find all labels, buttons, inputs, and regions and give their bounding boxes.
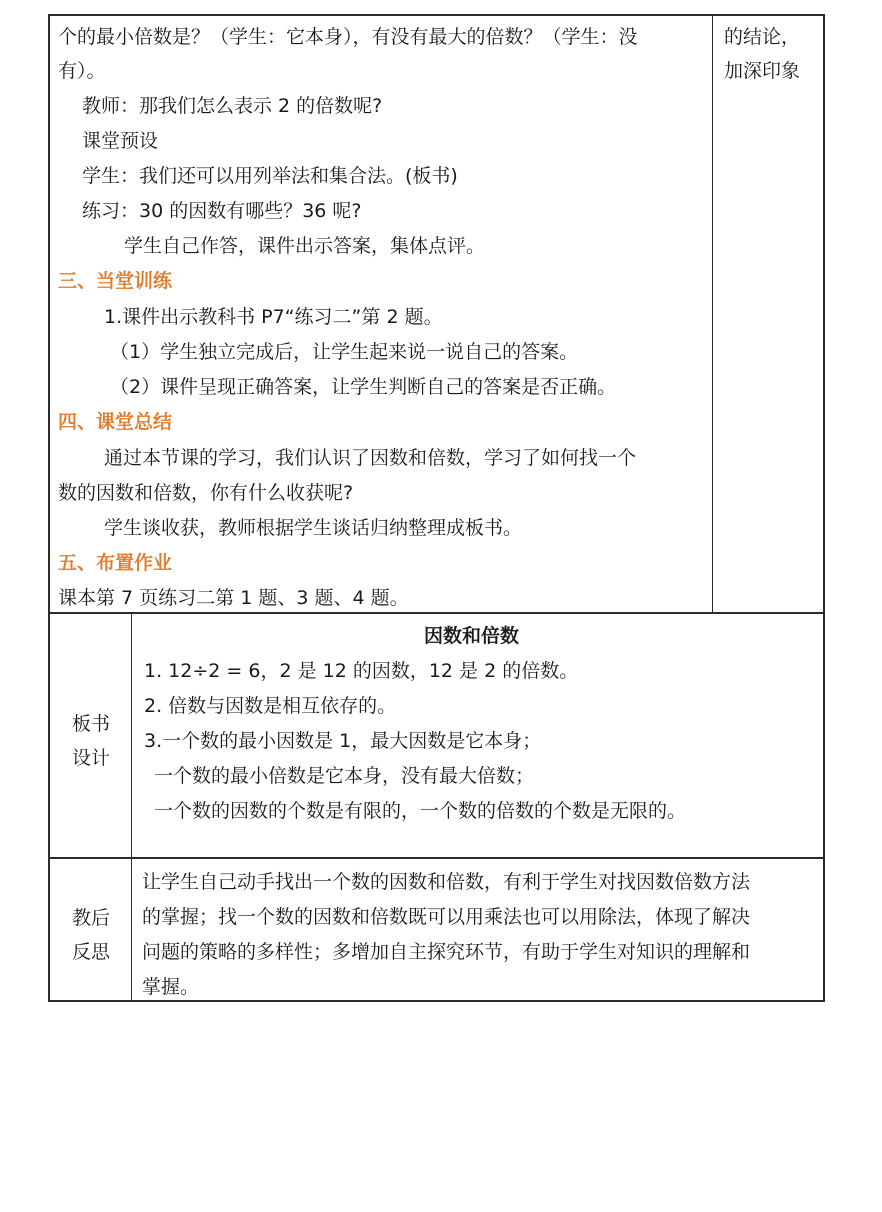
row-label-board: 板书 bbox=[72, 713, 111, 735]
process-line: 1.课件出示教科书 P7“练习二”第 2 题。 bbox=[104, 306, 443, 328]
table-border-left bbox=[48, 14, 50, 1002]
side-note: 的结论， bbox=[724, 26, 801, 48]
table-border-right bbox=[823, 14, 825, 1002]
process-line: （2）课件呈现正确答案，让学生判断自己的答案是否正确。 bbox=[110, 376, 617, 398]
process-line: 练习：30 的因数有哪些？36 呢? bbox=[82, 200, 362, 222]
process-line: 有）。 bbox=[58, 60, 106, 82]
reflection-line: 问题的策略的多样性；多增加自主探究环节，有助于学生对知识的理解和 bbox=[142, 941, 751, 963]
process-line: 学生自己作答，课件出示答案，集体点评。 bbox=[124, 235, 486, 257]
board-line: 一个数的因数的个数是有限的，一个数的倍数的个数是无限的。 bbox=[154, 800, 687, 822]
process-line: 课本第 7 页练习二第 1 题、3 题、4 题。 bbox=[58, 587, 409, 609]
board-title: 因数和倍数 bbox=[424, 625, 520, 647]
process-line: 通过本节课的学习，我们认识了因数和倍数，学习了如何找一个 bbox=[104, 447, 637, 469]
row-label-board: 设计 bbox=[72, 747, 111, 769]
reflection-line: 掌握。 bbox=[142, 976, 200, 998]
row-label-reflection: 教后 bbox=[72, 907, 111, 929]
reflection-line: 让学生自己动手找出一个数的因数和倍数，有利于学生对找因数倍数方法 bbox=[142, 871, 751, 893]
row-divider-2 bbox=[48, 857, 825, 859]
section-heading: 四、课堂总结 bbox=[58, 411, 173, 433]
board-line: 2. 倍数与因数是相互依存的。 bbox=[144, 695, 397, 717]
board-line: 3.一个数的最小因数是 1，最大因数是它本身； bbox=[144, 730, 542, 752]
process-line: 数的因数和倍数，你有什么收获呢? bbox=[58, 482, 354, 504]
side-column-divider bbox=[712, 14, 713, 613]
table-border-top bbox=[48, 14, 825, 16]
label-column-divider bbox=[131, 613, 132, 1001]
section-heading: 五、布置作业 bbox=[58, 552, 173, 574]
process-line: 学生：我们还可以用列举法和集合法。(板书) bbox=[82, 165, 458, 187]
process-line: （1）学生独立完成后，让学生起来说一说自己的答案。 bbox=[110, 341, 579, 363]
process-line: 教师：那我们怎么表示 2 的倍数呢? bbox=[82, 95, 383, 117]
side-note: 加深印象 bbox=[724, 60, 801, 82]
process-line: 个的最小倍数是？（学生：它本身），有没有最大的倍数？（学生：没 bbox=[58, 26, 638, 48]
section-heading: 三、当堂训练 bbox=[58, 270, 173, 292]
process-line: 课堂预设 bbox=[82, 130, 159, 152]
board-line: 一个数的最小倍数是它本身，没有最大倍数； bbox=[154, 765, 535, 787]
table-border-bottom bbox=[48, 1000, 825, 1002]
process-line: 学生谈收获，教师根据学生谈话归纳整理成板书。 bbox=[104, 517, 523, 539]
reflection-line: 的掌握；找一个数的因数和倍数既可以用乘法也可以用除法，体现了解决 bbox=[142, 906, 751, 928]
row-divider-1 bbox=[48, 612, 825, 614]
board-line: 1. 12÷2 = 6，2 是 12 的因数，12 是 2 的倍数。 bbox=[144, 660, 579, 682]
row-label-reflection: 反思 bbox=[72, 941, 111, 963]
